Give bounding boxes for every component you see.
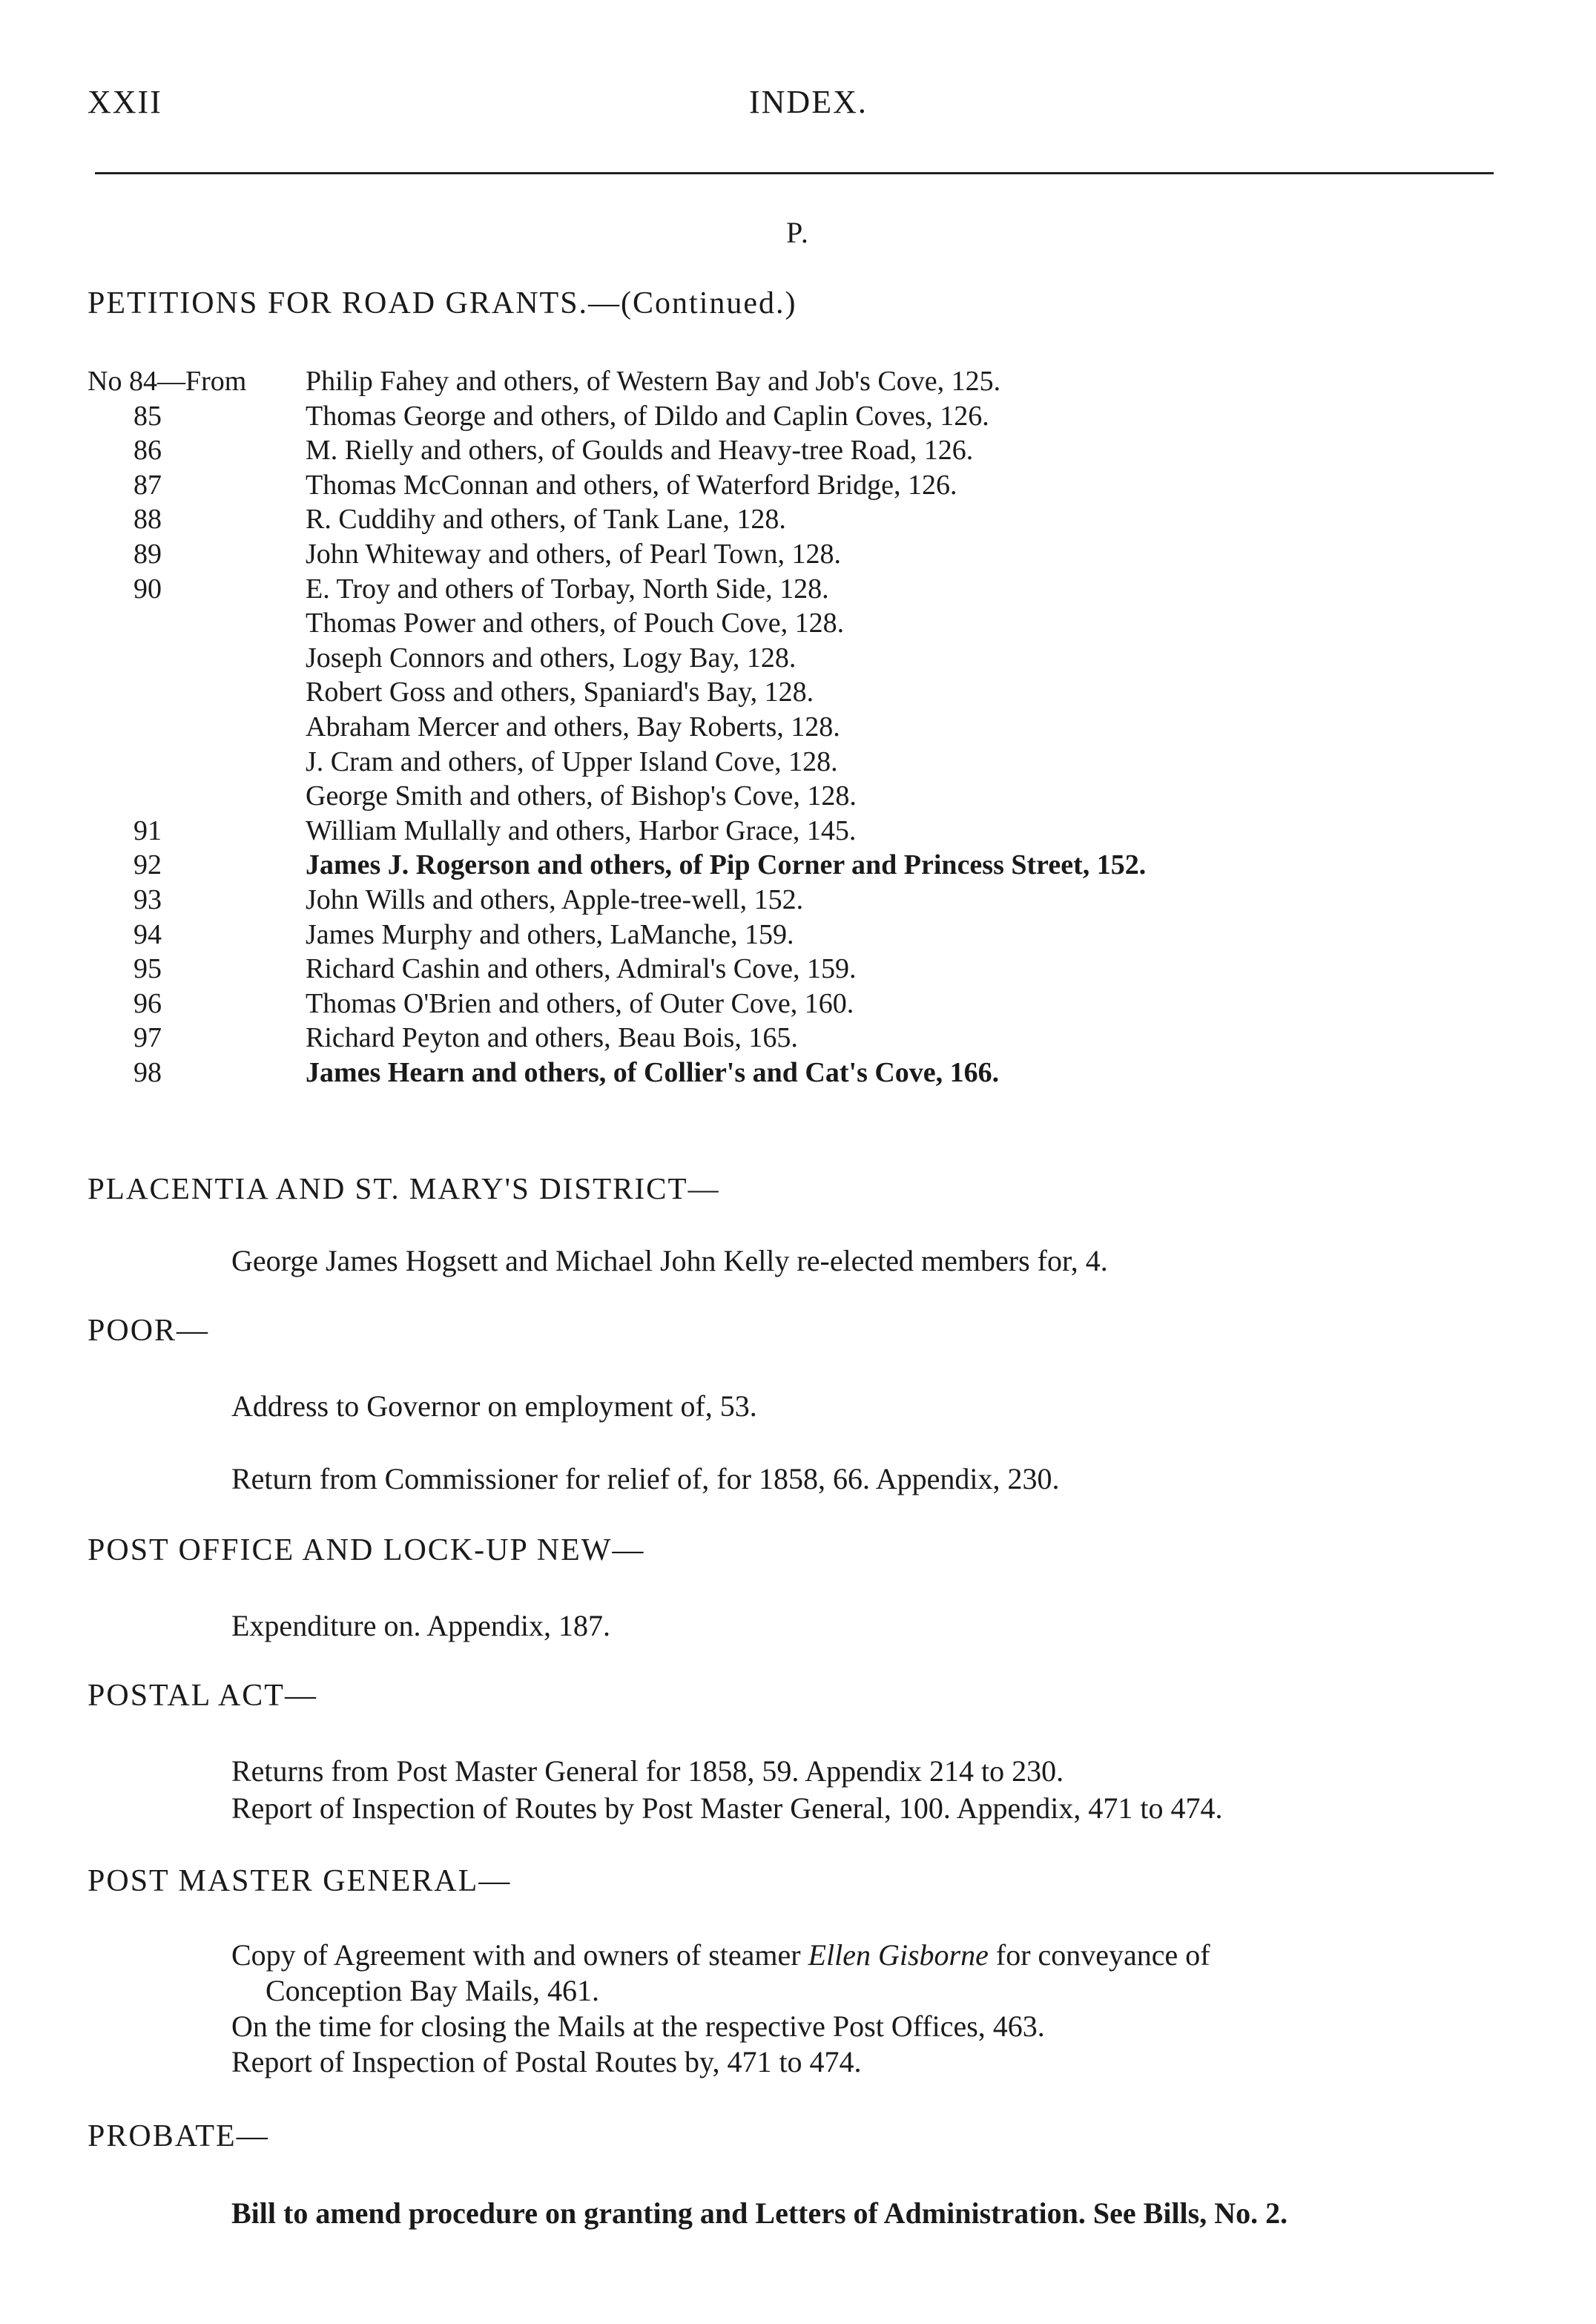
page-number: XXII xyxy=(88,84,162,120)
postal-act-line-2: Report of Inspection of Routes by Post Master General, 100. Appendix, 471 to 474. xyxy=(231,1791,1223,1825)
post-master-line-1a: Copy of Agreement with and owners of steamer xyxy=(231,1938,801,1972)
poor-line-1: Address to Governor on employment of, 53. xyxy=(231,1389,757,1423)
petition-entry: Thomas Power and others, of Pouch Cove, 128. xyxy=(306,608,845,639)
probate-heading: PROBATE— xyxy=(88,2119,269,2153)
petition-number: 98 xyxy=(133,1057,162,1088)
petition-entry: James Murphy and others, LaManche, 159. xyxy=(306,919,794,950)
petition-entry: William Mullally and others, Harbor Grace, 145. xyxy=(306,815,857,846)
petition-number: 92 xyxy=(133,849,162,880)
post-master-line-2: On the time for closing the Mails at the respective Post Offices, 463. xyxy=(231,2009,1045,2043)
post-master-line-1-cont: Conception Bay Mails, 461. xyxy=(266,1974,599,2007)
postal-act-line-1: Returns from Post Master General for 1858, 59. Appendix 214 to 230. xyxy=(231,1754,1064,1788)
petition-number: 88 xyxy=(133,504,162,535)
petition-entry: Joseph Connors and others, Logy Bay, 128. xyxy=(306,642,797,674)
petition-number: 85 xyxy=(133,401,162,432)
petition-entry: John Whiteway and others, of Pearl Town, 128. xyxy=(306,539,842,570)
post-master-line-3: Report of Inspection of Postal Routes by, 471 to 474. xyxy=(231,2045,862,2078)
post-master-heading: POST MASTER GENERAL— xyxy=(88,1864,512,1898)
placentia-line: George James Hogsett and Michael John Kelly re-elected members for, 4. xyxy=(231,1244,1108,1277)
petition-number: 90 xyxy=(133,573,162,605)
header-rule xyxy=(95,172,1494,174)
poor-line-2: Return from Commissioner for relief of, for 1858, 66. Appendix, 230. xyxy=(231,1462,1060,1495)
petition-entry: Thomas George and others, of Dildo and Caplin Coves, 126. xyxy=(306,401,989,432)
petition-entry: James J. Rogerson and others, of Pip Corner and Princess Street, 152. xyxy=(306,849,1147,880)
petition-entry: Robert Goss and others, Spaniard's Bay, 128. xyxy=(306,677,814,708)
petition-number: 97 xyxy=(133,1022,162,1053)
section-letter: P. xyxy=(786,216,810,249)
petition-number: 94 xyxy=(133,919,162,950)
petition-entry: M. Rielly and others, of Goulds and Heavy-tree Road, 126. xyxy=(306,435,974,466)
petition-entry: Thomas O'Brien and others, of Outer Cove, 160. xyxy=(306,988,854,1019)
post-master-line-1b: for conveyance of xyxy=(995,1938,1210,1972)
placentia-heading: PLACENTIA AND ST. MARY'S DISTRICT— xyxy=(88,1171,720,1205)
petition-number: 91 xyxy=(133,815,162,846)
petition-prefix: No 84—From xyxy=(88,366,247,397)
petition-number: 86 xyxy=(133,435,162,466)
petition-entry: E. Troy and others of Torbay, North Side, 128. xyxy=(306,573,829,605)
petition-number: 93 xyxy=(133,884,162,915)
petition-number: 96 xyxy=(133,988,162,1019)
page-title: INDEX. xyxy=(749,84,868,120)
petitions-heading: PETITIONS FOR ROAD GRANTS.—(Continued.) xyxy=(88,286,797,320)
petition-entry: Philip Fahey and others, of Western Bay and Job's Cove, 125. xyxy=(306,366,1001,397)
petition-entry: Richard Peyton and others, Beau Bois, 165. xyxy=(306,1022,798,1053)
petition-entry: J. Cram and others, of Upper Island Cove, 128. xyxy=(306,746,838,777)
steamer-name: Ellen Gisborne xyxy=(808,1938,989,1972)
petition-number: 87 xyxy=(133,470,162,501)
postal-act-heading: POSTAL ACT— xyxy=(88,1679,317,1713)
poor-heading: POOR— xyxy=(88,1314,210,1348)
petition-entry: George Smith and others, of Bishop's Cove, 128. xyxy=(306,780,857,812)
probate-line: Bill to amend procedure on granting and Letters of Administration. See Bills, No. 2. xyxy=(231,2196,1288,2230)
petition-entry: Richard Cashin and others, Admiral's Cove, 159. xyxy=(306,953,857,984)
petition-entry: Thomas McConnan and others, of Waterford Bridge, 126. xyxy=(306,470,957,501)
petition-entry: James Hearn and others, of Collier's and Cat's Cove, 166. xyxy=(306,1057,1000,1088)
petition-number: 95 xyxy=(133,953,162,984)
post-master-line-1 xyxy=(231,1938,1210,1972)
petition-entry: John Wills and others, Apple-tree-well, 152. xyxy=(306,884,804,915)
petition-entry: Abraham Mercer and others, Bay Roberts, 128. xyxy=(306,711,840,743)
petition-number: 89 xyxy=(133,539,162,570)
post-office-line: Expenditure on. Appendix, 187. xyxy=(231,1609,611,1642)
petition-entry: R. Cuddihy and others, of Tank Lane, 128. xyxy=(306,504,786,535)
post-office-heading: POST OFFICE AND LOCK-UP NEW— xyxy=(88,1533,645,1567)
